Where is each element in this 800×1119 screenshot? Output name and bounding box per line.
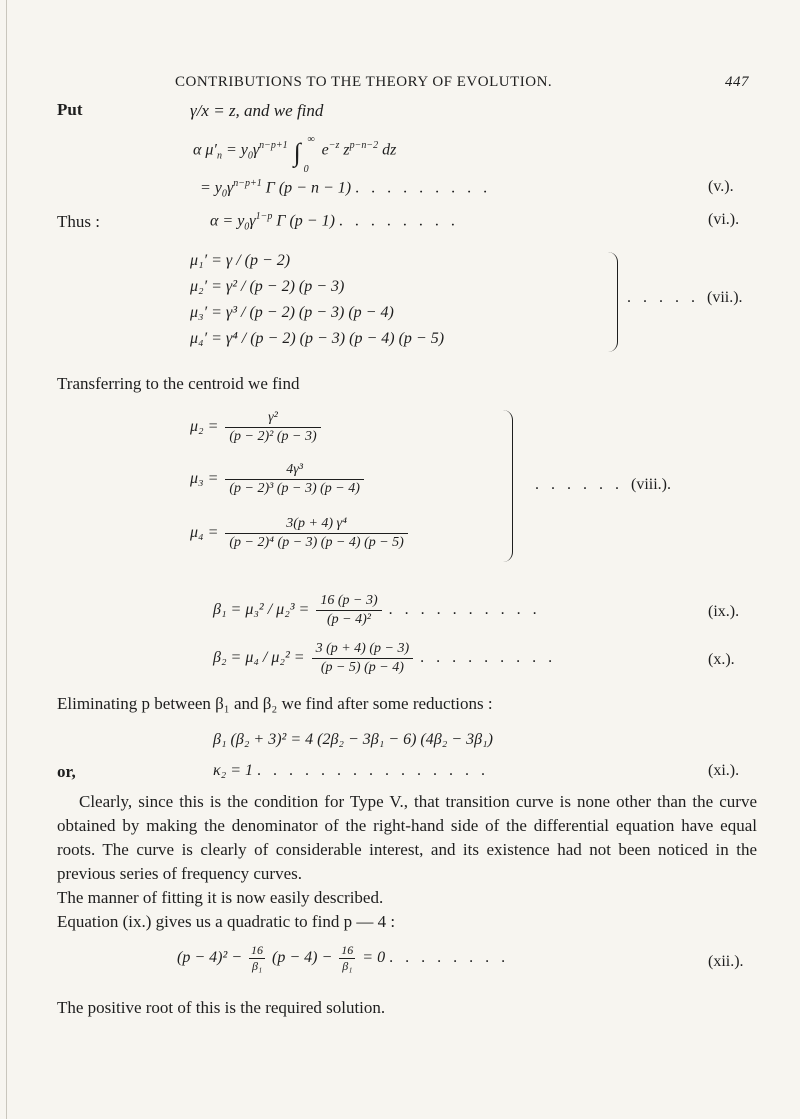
equation-xi-line1: β₁ (β₂ + 3)² = 4 (2β₂ − 3β₁ − 6) (4β₂ − 3β₁) xyxy=(213,731,493,748)
equation-v-tag: (v.). xyxy=(708,178,734,195)
equation-xi-tag: (xi.). xyxy=(708,762,740,779)
equation-viii-brace xyxy=(500,410,513,562)
or-label: or, xyxy=(57,762,76,781)
equation-vi: $\alpha = y_0\gamma^{1-p}$ Γ (p − 1) . . . . . . . . xyxy=(210,211,459,233)
put-text: γ/x = z, and we find xyxy=(190,101,324,120)
centroid-text: Transferring to the centroid we find xyxy=(57,374,300,393)
equation-vii-tag: . . . . . (vii.). xyxy=(627,289,743,306)
equation-x: β₂ = μ₄ / μ₂² = $\frac{3 (p + 4) (p - 3)}{(p - 5) (p - 4)}$ . . . . . . . . . xyxy=(213,641,557,675)
equation-viii-tag: . . . . . . (viii.). xyxy=(535,476,671,493)
page-edge-line xyxy=(6,0,7,1119)
equation-xii: (p − 4)² − $\frac{16}{\text{β₁}}$ (p − 4) − $\frac{16}{\text{β₁}}$ = 0 . . . . . . . . xyxy=(177,943,510,973)
equation-x-tag: (x.). xyxy=(708,651,735,668)
thus-label: Thus : xyxy=(57,212,100,231)
equation-viii-mu2: μ₂ = $\frac{\text{γ²}}{\text{(p − 2)² (p − 3)}}$ xyxy=(190,410,324,445)
equation-ix-tag: (ix.). xyxy=(708,603,740,620)
equation-vii-mu2: μ₂′ = γ² / (p − 2) (p − 3) xyxy=(190,278,345,295)
equation-vii-mu4: μ₄′ = γ⁴ / (p − 2) (p − 3) (p − 4) (p − 5) xyxy=(190,330,445,347)
running-title: CONTRIBUTIONS TO THE THEORY OF EVOLUTION. xyxy=(175,74,553,90)
equation-vii-mu3: μ₃′ = γ³ / (p − 2) (p − 3) (p − 4) xyxy=(190,304,394,321)
equation-vii-brace xyxy=(605,252,618,352)
paragraph-quadratic: Equation (ix.) gives us a quadratic to find p — 4 : xyxy=(57,912,396,931)
equation-xi-line2: κ₂ = 1 . . . . . . . . . . . . . . . xyxy=(213,762,490,779)
page-number: 447 xyxy=(725,74,749,90)
equation-viii-mu3: μ₃ = $\frac{\text{4γ³}}{\text{(p − 2)³ (p − 3) (p − 4)}}$ xyxy=(190,462,367,497)
equation-vii-mu1: μ₁′ = γ / (p − 2) xyxy=(190,252,291,269)
equation-vii-block xyxy=(190,248,444,352)
equation-vi-tag: (vi.). xyxy=(708,211,740,228)
eliminating-text: Eliminating p between β₁ and β₂ we find after some reductions : xyxy=(57,694,493,713)
put-label: Put xyxy=(57,100,83,119)
equation-v-line2: = $y_0\gamma^{n-p+1}$ Γ (p − n − 1) . . . . . . . . . xyxy=(200,178,492,200)
equation-v-line1: α $\mu'_n = y_0\gamma^{n-p+1}$ ∫ ∞ 0 $e^{-z}$ $z^{p-n-2}$ dz xyxy=(193,134,397,176)
conclusion-text: The positive root of this is the required solution. xyxy=(57,998,386,1017)
paragraph-fitting: The manner of fitting it is now easily described. xyxy=(57,888,384,907)
equation-ix: β₁ = μ₃² / μ₂³ = $\frac{16 (p - 3)}{\text{(p − 4)²}}$ . . . . . . . . . . xyxy=(213,593,541,627)
equation-xii-tag: (xii.). xyxy=(708,953,744,970)
paragraph-type-v: Clearly, since this is the condition for Type V., that transition curve is none other than the curve obtained by making the denominator of the right-hand side of the differential equation have equal roots. The curve is clearly of considerable interest, and its existence had not been noticed in the previous series of frequency curves. xyxy=(57,792,757,883)
equation-viii-mu4: μ₄ = $\frac{\text{3(p + 4) γ⁴}}{\text{(p − 2)⁴ (p − 3) (p − 4) (p − 5)}}$ xyxy=(190,516,411,551)
